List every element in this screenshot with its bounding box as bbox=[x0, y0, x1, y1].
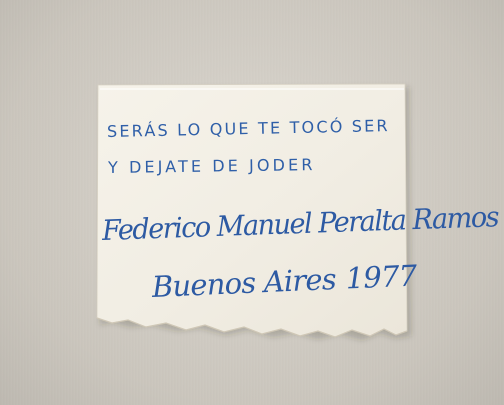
place-name: Buenos Aires bbox=[151, 261, 337, 304]
note-line-1: SERÁS LO QUE TE TOCÓ SER bbox=[106, 116, 390, 141]
signature: Federico Manuel Peralta Ramos bbox=[101, 200, 499, 247]
note-line-2: Y DEJATE DE JODER bbox=[107, 155, 316, 177]
date-year: 1977 bbox=[344, 258, 418, 296]
